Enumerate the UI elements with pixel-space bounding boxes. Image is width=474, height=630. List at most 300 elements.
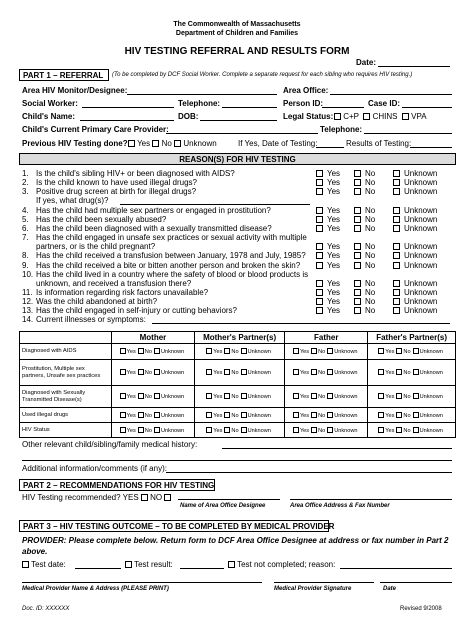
header-mother: Mother xyxy=(112,332,195,344)
risk-no-checkbox[interactable] xyxy=(311,393,317,399)
area-hiv-monitor-label: Area HIV Monitor/Designee: xyxy=(22,86,128,95)
risk-unknown-checkbox[interactable] xyxy=(327,427,333,433)
test-result-checkbox[interactable] xyxy=(125,561,132,568)
reason-yes-checkbox[interactable] xyxy=(316,179,323,186)
risk-factor-label: Prostitution, Multiple sex partners, Unsafe sex practices xyxy=(20,360,112,386)
reason-number: 11. xyxy=(22,287,33,297)
org-line-1: The Commonwealth of Massachusetts xyxy=(173,21,301,28)
reason-number: 6. xyxy=(22,223,29,233)
reason-no-checkbox[interactable] xyxy=(354,262,361,269)
risk-option-label: No xyxy=(318,412,326,419)
risk-options-cell xyxy=(112,360,195,386)
reason-option-yes xyxy=(316,242,340,251)
reason-option-label: Yes xyxy=(327,297,341,307)
reason-option-unknown xyxy=(393,178,437,187)
other-history-label: Other relevant child/sibling/family medical history: xyxy=(22,440,198,449)
reason-option-no xyxy=(354,297,375,306)
risk-unknown-checkbox[interactable] xyxy=(241,412,247,418)
risk-options-cell xyxy=(368,344,456,360)
org-line-2: Department of Children and Families xyxy=(175,30,299,37)
part2-yes-label: YES xyxy=(122,493,139,502)
part2-title: PART 2 – RECOMMENDATIONS FOR HIV TESTING xyxy=(23,481,215,490)
reason-no-checkbox[interactable] xyxy=(354,188,361,195)
risk-yes-checkbox[interactable] xyxy=(378,348,384,354)
risk-options-cell xyxy=(194,408,284,423)
reason-option-label: No xyxy=(365,251,376,261)
reason-number: 10. xyxy=(22,269,34,279)
reason-no-checkbox[interactable] xyxy=(354,170,361,177)
date-field[interactable] xyxy=(378,66,450,67)
risk-no-checkbox[interactable] xyxy=(396,412,402,418)
reason-text: Is information regarding risk factors unavailable? xyxy=(36,287,209,297)
not-completed-checkbox[interactable] xyxy=(228,561,235,568)
table-row xyxy=(20,423,456,438)
risk-unknown-checkbox[interactable] xyxy=(413,348,419,354)
reason-option-yes xyxy=(316,178,340,187)
reason-text: Has the child received a transfusion between January, 1978 and July, 1985? xyxy=(36,251,306,261)
risk-unknown-checkbox[interactable] xyxy=(413,427,419,433)
case-id-field[interactable] xyxy=(402,107,452,108)
reason-option-label: No xyxy=(365,242,376,252)
risk-option-label: Yes xyxy=(126,349,136,355)
risk-no-checkbox[interactable] xyxy=(311,427,317,433)
risk-yes-checkbox[interactable] xyxy=(120,427,126,433)
risk-yes-checkbox[interactable] xyxy=(378,412,384,418)
area-office-label: Area Office: xyxy=(283,86,329,95)
doc-id: Doc. ID: XXXXXX xyxy=(22,606,70,612)
risk-yes-checkbox[interactable] xyxy=(206,412,212,418)
previous-test-options xyxy=(128,139,217,148)
risk-option-label: Unknown xyxy=(160,427,185,434)
reason-no-checkbox[interactable] xyxy=(354,179,361,186)
risk-option-label: Yes xyxy=(213,394,223,400)
risk-unknown-checkbox[interactable] xyxy=(154,369,160,375)
reason-option-label: Yes xyxy=(327,251,341,261)
reason-unknown-checkbox[interactable] xyxy=(393,188,400,195)
risk-option-label: Unknown xyxy=(247,394,271,400)
reason-no-checkbox[interactable] xyxy=(354,298,361,305)
reason-no-checkbox[interactable] xyxy=(354,243,361,250)
reason-yes-checkbox[interactable] xyxy=(316,262,323,269)
reason-number: 9. xyxy=(22,260,29,270)
risk-unknown-checkbox[interactable] xyxy=(327,348,333,354)
risk-unknown-checkbox[interactable] xyxy=(154,348,160,354)
risk-no-checkbox[interactable] xyxy=(224,369,230,375)
reason-yes-checkbox[interactable] xyxy=(316,289,323,296)
risk-unknown-checkbox[interactable] xyxy=(154,412,160,418)
risk-unknown-checkbox[interactable] xyxy=(241,369,247,375)
risk-option-label: Unknown xyxy=(160,412,185,419)
risk-option-label: No xyxy=(231,370,239,376)
risk-options-cell xyxy=(368,386,456,408)
dob-field[interactable] xyxy=(200,120,277,121)
part2-title-box xyxy=(19,479,215,491)
reason-yes-checkbox[interactable] xyxy=(316,170,323,177)
dob-label: DOB: xyxy=(178,112,199,121)
reason-unknown-checkbox[interactable] xyxy=(393,225,400,232)
risk-yes-checkbox[interactable] xyxy=(293,369,299,375)
reason-unknown-checkbox[interactable] xyxy=(393,262,400,269)
part3-title-box xyxy=(19,520,335,532)
reason-no-checkbox[interactable] xyxy=(354,280,361,287)
risk-option-label: Yes xyxy=(213,349,223,355)
risk-option-label: No xyxy=(144,412,152,419)
risk-no-checkbox[interactable] xyxy=(396,348,402,354)
person-id-field[interactable] xyxy=(322,107,364,108)
part2-no-checkbox[interactable] xyxy=(164,494,171,501)
risk-unknown-checkbox[interactable] xyxy=(154,427,160,433)
reason-unknown-checkbox[interactable] xyxy=(393,280,400,287)
risk-yes-checkbox[interactable] xyxy=(206,369,212,375)
reason-number: 3. xyxy=(22,187,29,197)
legal-status-options xyxy=(334,112,427,121)
provider-name-caption: Medical Provider Name & Address (PLEASE PRINT) xyxy=(22,586,169,592)
risk-no-checkbox[interactable] xyxy=(311,348,317,354)
legal-cp-label: C+P xyxy=(343,112,359,121)
risk-unknown-checkbox[interactable] xyxy=(413,412,419,418)
risk-yes-checkbox[interactable] xyxy=(206,427,212,433)
test-date-field[interactable] xyxy=(75,568,121,569)
risk-option-label: No xyxy=(403,370,411,376)
reason-row xyxy=(22,206,452,215)
risk-option-label: No xyxy=(144,349,152,355)
reason-option-no xyxy=(354,306,375,315)
reason-option-label: Unknown xyxy=(404,242,438,252)
reason-row xyxy=(22,306,452,315)
reason-option-no xyxy=(354,215,375,224)
reason-unknown-checkbox[interactable] xyxy=(393,179,400,186)
reason-yes-checkbox[interactable] xyxy=(316,225,323,232)
part2-yes-checkbox[interactable] xyxy=(141,494,148,501)
header-father: Father xyxy=(285,332,368,344)
reason-no-checkbox[interactable] xyxy=(354,207,361,214)
reason-option-label: Yes xyxy=(327,223,341,233)
risk-no-checkbox[interactable] xyxy=(138,369,144,375)
telephone2-field[interactable] xyxy=(364,133,452,134)
person-id-label: Person ID: xyxy=(283,99,324,108)
not-completed-row xyxy=(228,560,335,569)
provider-date-caption: Date xyxy=(383,586,397,592)
risk-no-checkbox[interactable] xyxy=(224,427,230,433)
part1-title-box xyxy=(19,69,109,81)
risk-option-label: Unknown xyxy=(247,412,271,419)
reason-yes-checkbox[interactable] xyxy=(316,307,323,314)
risk-option-label: No xyxy=(403,412,411,419)
risk-yes-checkbox[interactable] xyxy=(206,348,212,354)
risk-option-label: Unknown xyxy=(334,394,358,400)
risk-unknown-checkbox[interactable] xyxy=(327,369,333,375)
childs-name-field[interactable] xyxy=(80,120,174,121)
prev-yes-checkbox[interactable] xyxy=(128,140,135,147)
reason-unknown-checkbox[interactable] xyxy=(393,252,400,259)
reason-row xyxy=(22,251,452,260)
reason-yes-checkbox[interactable] xyxy=(316,188,323,195)
reason-unknown-checkbox[interactable] xyxy=(393,307,400,314)
table-row xyxy=(20,344,456,360)
not-completed-field[interactable] xyxy=(340,568,452,569)
table-row xyxy=(20,408,456,423)
risk-unknown-checkbox[interactable] xyxy=(413,369,419,375)
risk-yes-checkbox[interactable] xyxy=(120,348,126,354)
reason-option-yes xyxy=(316,297,340,306)
legal-vpa-checkbox[interactable] xyxy=(402,113,409,120)
results-label: Results of Testing: xyxy=(346,139,412,148)
reason-line-field[interactable] xyxy=(152,323,450,324)
reason-text: partners, or is the child pregnant? xyxy=(36,242,156,252)
risk-yes-checkbox[interactable] xyxy=(120,393,126,399)
risk-unknown-checkbox[interactable] xyxy=(154,393,160,399)
risk-option-label: Yes xyxy=(126,412,136,419)
reason-row xyxy=(22,233,452,242)
risk-yes-checkbox[interactable] xyxy=(120,369,126,375)
designee-name-field[interactable] xyxy=(178,499,280,500)
reason-no-checkbox[interactable] xyxy=(354,216,361,223)
risk-options-cell xyxy=(112,344,195,360)
reason-text: If yes, what drug(s)? xyxy=(36,196,109,206)
risk-yes-checkbox[interactable] xyxy=(206,393,212,399)
provider-signature-field[interactable] xyxy=(274,582,374,583)
reason-option-unknown xyxy=(393,279,437,288)
office-address-field[interactable] xyxy=(290,499,452,500)
reason-no-checkbox[interactable] xyxy=(354,252,361,259)
reason-no-checkbox[interactable] xyxy=(354,307,361,314)
reason-option-label: No xyxy=(365,169,376,178)
primary-care-provider-field[interactable] xyxy=(166,133,318,134)
reason-text: Has the child been sexually abused? xyxy=(36,214,167,224)
reason-option-unknown xyxy=(393,187,437,196)
risk-options-cell xyxy=(194,423,284,438)
reason-option-no xyxy=(354,187,375,196)
reason-option-label: No xyxy=(365,306,376,316)
risk-no-checkbox[interactable] xyxy=(311,412,317,418)
reason-option-label: No xyxy=(365,278,376,288)
risk-option-label: Yes xyxy=(126,427,136,434)
reason-text: Is the child's sibling HIV+ or been diagnosed with AIDS? xyxy=(36,169,235,178)
risk-options-cell xyxy=(285,408,368,423)
risk-option-label: No xyxy=(144,370,152,376)
risk-yes-checkbox[interactable] xyxy=(120,412,126,418)
risk-option-label: Unknown xyxy=(334,427,358,434)
reason-option-label: Unknown xyxy=(404,297,438,307)
risk-option-label: Yes xyxy=(385,349,395,355)
reason-option-yes xyxy=(316,224,340,233)
risk-options-cell xyxy=(285,344,368,360)
reason-option-label: Unknown xyxy=(404,178,438,188)
reason-option-yes xyxy=(316,279,340,288)
additional-info-field[interactable] xyxy=(166,472,452,473)
risk-unknown-checkbox[interactable] xyxy=(413,393,419,399)
risk-options-cell xyxy=(368,360,456,386)
reason-option-label: No xyxy=(365,187,376,197)
telephone-field[interactable] xyxy=(222,107,277,108)
risk-yes-checkbox[interactable] xyxy=(293,348,299,354)
provider-date-field[interactable] xyxy=(380,582,452,583)
reason-unknown-checkbox[interactable] xyxy=(393,289,400,296)
risk-no-checkbox[interactable] xyxy=(138,348,144,354)
reason-row xyxy=(22,215,452,224)
risk-no-checkbox[interactable] xyxy=(224,348,230,354)
risk-no-checkbox[interactable] xyxy=(138,412,144,418)
risk-option-label: Yes xyxy=(126,370,136,376)
risk-no-checkbox[interactable] xyxy=(224,393,230,399)
reason-no-checkbox[interactable] xyxy=(354,289,361,296)
risk-option-label: Unknown xyxy=(419,370,443,376)
risk-yes-checkbox[interactable] xyxy=(378,393,384,399)
other-history-field[interactable] xyxy=(222,448,452,449)
reason-option-unknown xyxy=(393,215,437,224)
risk-option-label: Yes xyxy=(299,349,310,355)
risk-option-label: Unknown xyxy=(334,349,358,355)
risk-no-checkbox[interactable] xyxy=(224,412,230,418)
prev-unknown-label: Unknown xyxy=(183,139,217,148)
reason-option-label: Yes xyxy=(327,242,341,252)
reason-unknown-checkbox[interactable] xyxy=(393,207,400,214)
reason-option-label: Yes xyxy=(327,187,341,197)
results-field[interactable] xyxy=(410,147,452,148)
reason-number: 2. xyxy=(22,178,29,188)
reason-option-label: Unknown xyxy=(404,169,438,178)
risk-yes-checkbox[interactable] xyxy=(293,412,299,418)
reason-number: 4. xyxy=(22,205,29,215)
risk-option-label: Unknown xyxy=(247,370,271,376)
reason-option-yes xyxy=(316,206,340,215)
reason-option-label: Yes xyxy=(327,260,341,270)
legal-chins-label: CHINS xyxy=(372,112,398,121)
legal-chins-checkbox[interactable] xyxy=(363,113,370,120)
part2-question-row xyxy=(22,493,171,502)
reason-option-label: Unknown xyxy=(404,278,438,288)
reason-number: 8. xyxy=(22,251,29,261)
risk-yes-checkbox[interactable] xyxy=(378,427,384,433)
reason-number: 13. xyxy=(22,306,34,316)
reason-option-label: Yes xyxy=(327,214,341,224)
reason-text: Has the child had multiple sex partners or engaged in prostitution? xyxy=(36,205,271,215)
risk-option-label: Unknown xyxy=(247,349,271,355)
risk-option-label: No xyxy=(231,349,239,355)
additional-info-label: Additional information/comments (if any): xyxy=(22,464,167,473)
reason-option-unknown xyxy=(393,206,437,215)
reason-option-label: Unknown xyxy=(404,223,438,233)
risk-unknown-checkbox[interactable] xyxy=(327,412,333,418)
reason-yes-checkbox[interactable] xyxy=(316,298,323,305)
reason-row xyxy=(22,315,452,324)
risk-option-label: No xyxy=(231,394,239,400)
area-office-field[interactable] xyxy=(330,94,452,95)
reason-text: Has the child been diagnosed with a sexually transmitted disease? xyxy=(36,223,272,233)
risk-yes-checkbox[interactable] xyxy=(293,393,299,399)
reason-yes-checkbox[interactable] xyxy=(316,207,323,214)
risk-no-checkbox[interactable] xyxy=(138,427,144,433)
risk-yes-checkbox[interactable] xyxy=(293,427,299,433)
telephone2-label: Telephone: xyxy=(320,125,363,134)
reason-option-label: Yes xyxy=(327,278,341,288)
risk-option-label: Yes xyxy=(299,394,310,400)
risk-option-label: Unknown xyxy=(419,427,443,434)
risk-option-label: Yes xyxy=(385,427,395,434)
risk-options-cell xyxy=(112,423,195,438)
reason-option-unknown xyxy=(393,306,437,315)
risk-unknown-checkbox[interactable] xyxy=(241,348,247,354)
reason-option-no xyxy=(354,288,375,297)
risk-no-checkbox[interactable] xyxy=(396,369,402,375)
risk-option-label: Yes xyxy=(385,394,395,400)
reason-option-unknown xyxy=(393,251,437,260)
risk-option-label: Unknown xyxy=(419,412,443,419)
risk-option-label: No xyxy=(318,370,326,376)
reason-row xyxy=(22,261,452,270)
risk-unknown-checkbox[interactable] xyxy=(327,393,333,399)
reason-row xyxy=(22,279,452,288)
reason-unknown-checkbox[interactable] xyxy=(393,298,400,305)
reason-no-checkbox[interactable] xyxy=(354,225,361,232)
risk-no-checkbox[interactable] xyxy=(396,427,402,433)
risk-option-label: Unknown xyxy=(160,370,185,376)
reason-yes-checkbox[interactable] xyxy=(316,280,323,287)
reason-unknown-checkbox[interactable] xyxy=(393,216,400,223)
reason-yes-checkbox[interactable] xyxy=(316,243,323,250)
risk-options-cell xyxy=(368,423,456,438)
reason-option-unknown xyxy=(393,297,437,306)
primary-care-provider-label: Child's Current Primary Care Provider: xyxy=(22,125,169,134)
test-result-field[interactable] xyxy=(180,568,224,569)
date-label: Date: xyxy=(356,58,377,67)
risk-unknown-checkbox[interactable] xyxy=(241,427,247,433)
prev-no-checkbox[interactable] xyxy=(152,140,159,147)
part2-no-label: NO xyxy=(150,493,163,502)
reason-text: Has the child received a bite or bitten another person and broken the skin? xyxy=(36,260,301,270)
legal-cp-checkbox[interactable] xyxy=(334,113,341,120)
risk-option-label: Yes xyxy=(213,412,223,419)
test-date-checkbox[interactable] xyxy=(22,561,29,568)
social-worker-field[interactable] xyxy=(82,107,174,108)
risk-option-label: Yes xyxy=(299,370,310,376)
reason-option-label: Unknown xyxy=(404,251,438,261)
reason-yes-checkbox[interactable] xyxy=(316,252,323,259)
risk-option-label: Unknown xyxy=(160,394,185,400)
other-history-line2[interactable] xyxy=(22,460,452,461)
reason-option-unknown xyxy=(393,169,437,178)
risk-no-checkbox[interactable] xyxy=(311,369,317,375)
prev-unknown-checkbox[interactable] xyxy=(174,140,181,147)
reason-unknown-checkbox[interactable] xyxy=(393,243,400,250)
risk-no-checkbox[interactable] xyxy=(138,393,144,399)
legal-status-label: Legal Status: xyxy=(283,112,334,121)
area-hiv-monitor-field[interactable] xyxy=(127,94,277,95)
header-mothers-partners: Mother's Partner(s) xyxy=(194,332,284,344)
risk-yes-checkbox[interactable] xyxy=(378,369,384,375)
reason-option-yes xyxy=(316,251,340,260)
risk-no-checkbox[interactable] xyxy=(396,393,402,399)
reason-yes-checkbox[interactable] xyxy=(316,216,323,223)
provider-name-field[interactable] xyxy=(22,582,262,583)
reason-text: Was the child abandoned at birth? xyxy=(36,297,158,307)
risk-options-cell xyxy=(285,386,368,408)
risk-option-label: Unknown xyxy=(247,427,271,434)
risk-option-label: Unknown xyxy=(160,349,185,355)
risk-option-label: No xyxy=(318,394,326,400)
reason-option-label: Yes xyxy=(327,205,341,215)
reason-option-label: No xyxy=(365,297,376,307)
reason-row xyxy=(22,224,452,233)
reason-unknown-checkbox[interactable] xyxy=(393,170,400,177)
reason-row xyxy=(22,178,452,187)
risk-unknown-checkbox[interactable] xyxy=(241,393,247,399)
reason-option-yes xyxy=(316,215,340,224)
risk-option-label: No xyxy=(144,427,152,434)
if-yes-date-field[interactable] xyxy=(316,147,344,148)
reason-option-unknown xyxy=(393,288,437,297)
revised-date: Revised 9/2008 xyxy=(400,606,442,612)
